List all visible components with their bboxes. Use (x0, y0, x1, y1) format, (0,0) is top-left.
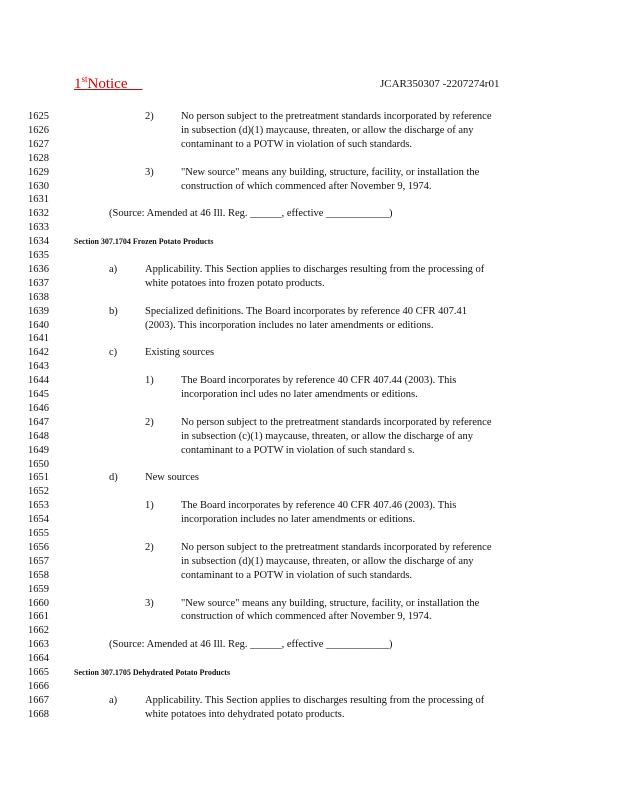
line-number: 1635 (28, 250, 49, 261)
line-text: Existing sources (145, 347, 215, 359)
line-number: 1629 (28, 166, 49, 178)
line-text: b) (109, 305, 118, 317)
line-text: The Board incorporates by reference 40 CFR 407.44 (2003). This (181, 375, 457, 387)
line-text: in subsection (c)(1) maycause, threaten, or allow the discharge of any (181, 430, 473, 442)
line-number: 1636 (28, 263, 49, 275)
line-text: 3) (145, 597, 154, 609)
line-number: 1641 (28, 333, 49, 345)
line-text: construction of which commenced after November 9, 1974. (181, 611, 432, 623)
line-number: 1639 (28, 305, 49, 317)
line-number: 1627 (28, 138, 49, 150)
line-text: "New source" means any building, structure, facility, or installation the (181, 597, 480, 609)
line-number: 1658 (28, 569, 49, 581)
line-number: 1652 (28, 486, 49, 498)
line-text: 1) (145, 375, 154, 387)
line-number: 1649 (28, 444, 49, 456)
line-number: 1638 (28, 291, 49, 303)
line-text: 2) (145, 541, 154, 553)
line-text: contaminant to a POTW in violation of such standards. (181, 569, 413, 581)
line-number: 1634 (28, 236, 49, 248)
line-number: 1645 (28, 389, 49, 400)
line-number: 1660 (28, 597, 49, 609)
line-text: No person subject to the pretreatment standards incorporated by reference (181, 416, 492, 428)
line-text: (Source: Amended at 46 Ill. Reg. ______, effective ____________) (109, 208, 393, 220)
line-text: incorporation includes no later amendments or editions. (181, 514, 416, 526)
line-number: 1631 (28, 194, 49, 206)
line-text: incorporation incl udes no later amendments or editions. (181, 389, 418, 400)
line-text: contaminant to a POTW in violation of such standards. (181, 138, 413, 150)
line-number: 1633 (28, 222, 49, 234)
line-text: white potatoes into dehydrated potato products. (145, 708, 345, 720)
line-number: 1656 (28, 541, 49, 553)
line-text: No person subject to the pretreatment standards incorporated by reference (181, 111, 492, 122)
line-text: "New source" means any building, structure, facility, or installation the (181, 166, 480, 178)
line-text: in subsection (d)(1) maycause, threaten, or allow the discharge of any (181, 124, 474, 136)
line-number: 1663 (28, 639, 49, 651)
line-number: 1667 (28, 694, 49, 706)
line-text: 1) (145, 500, 154, 512)
line-number: 1655 (28, 528, 49, 539)
line-text: New sources (145, 472, 199, 484)
line-number: 1648 (28, 430, 49, 442)
line-number: 1668 (28, 708, 49, 720)
line-text: a) (109, 694, 118, 706)
line-number: 1647 (28, 416, 49, 428)
line-number: 1664 (28, 653, 49, 665)
line-text: Specialized definitions. The Board incorporates by reference 40 CFR 407.41 (145, 305, 468, 317)
line-text: (2003). This incorporation includes no later amendments or editions. (145, 319, 434, 331)
line-number: 1632 (28, 208, 49, 220)
line-text: 2) (145, 111, 154, 122)
line-number: 1630 (28, 180, 49, 192)
line-number: 1650 (28, 458, 49, 470)
line-number: 1644 (28, 375, 49, 387)
line-text: construction of which commenced after November 9, 1974. (181, 180, 432, 192)
line-number: 1657 (28, 555, 49, 567)
page-header (0, 74, 618, 94)
line-number: 1646 (28, 402, 49, 414)
line-text: No person subject to the pretreatment standards incorporated by reference (181, 541, 492, 553)
line-text: c) (109, 347, 118, 359)
line-text: Applicability. This Section applies to discharges resulting from the processing of (145, 263, 485, 275)
line-number: 1640 (28, 319, 49, 331)
line-number: 1666 (28, 680, 49, 692)
line-text: Applicability. This Section applies to discharges resulting from the processing of (145, 694, 485, 706)
line-number: 1659 (28, 583, 49, 595)
line-number: 1665 (28, 667, 49, 678)
line-number: 1625 (28, 111, 49, 122)
document-code: JCAR350307 -2207274r01 (380, 78, 500, 90)
line-number: 1637 (28, 277, 49, 289)
notice-label: 1stNotice (74, 74, 128, 92)
line-number: 1651 (28, 472, 49, 484)
line-number: 1643 (28, 361, 49, 373)
line-text: contaminant to a POTW in violation of such standard s. (181, 444, 415, 456)
section-heading: Section 307.1704 Frozen Potato Products (74, 237, 214, 247)
line-text: 3) (145, 166, 154, 178)
section-heading: Section 307.1705 Dehydrated Potato Products (74, 668, 231, 677)
line-text: 2) (145, 416, 154, 428)
line-number: 1662 (28, 625, 49, 637)
line-number: 1626 (28, 124, 49, 136)
line-text: a) (109, 263, 118, 275)
line-text: in subsection (d)(1) maycause, threaten, or allow the discharge of any (181, 555, 474, 567)
line-number: 1628 (28, 152, 49, 164)
line-text: d) (109, 472, 118, 484)
line-number: 1653 (28, 500, 49, 512)
line-text: white potatoes into frozen potato products. (145, 277, 325, 289)
line-number: 1642 (28, 347, 49, 359)
line-number: 1654 (28, 514, 49, 526)
line-number: 1661 (28, 611, 49, 623)
line-text: (Source: Amended at 46 Ill. Reg. ______, effective ____________) (109, 639, 393, 651)
line-text: The Board incorporates by reference 40 CFR 407.46 (2003). This (181, 500, 457, 512)
